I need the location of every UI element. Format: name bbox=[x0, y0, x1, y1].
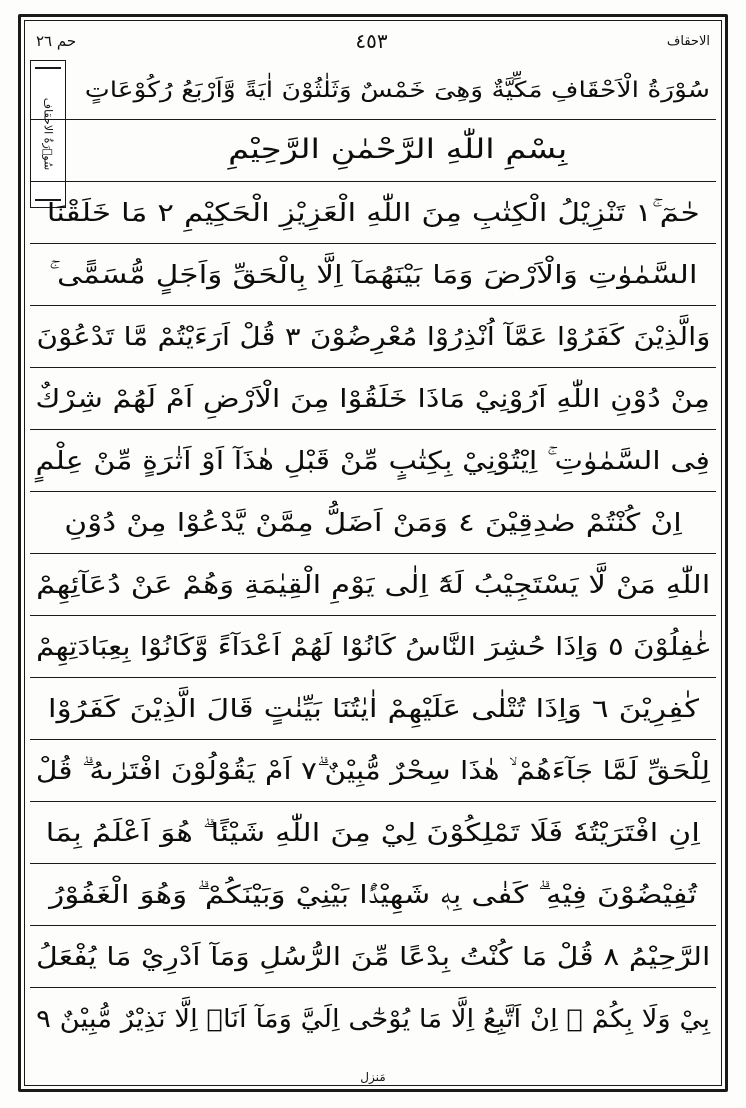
ayah-text-block bbox=[30, 62, 716, 1054]
ayah-line bbox=[30, 182, 716, 244]
ayah-line bbox=[30, 864, 716, 926]
ayah-line-text: بِيْ وَلَا بِكُمْ ۗ اِنْ اَتَّبِعُ اِلَّا مَا يُوْحٰٓى اِلَيَّ وَمَآ اَنَا۠ اِلَّا نَذِيْرٌ مُّبِيْنٌ ٩ bbox=[36, 1004, 710, 1034]
ayah-line bbox=[30, 244, 716, 306]
ayah-line bbox=[30, 678, 716, 740]
page-number: ٤٥٣ bbox=[355, 29, 388, 53]
ayah-line-text: السَّمٰوٰتِ وَالْاَرْضَ وَمَا بَيْنَهُمَآ اِلَّا بِالْحَقِّ وَاَجَلٍ مُّسَمًّى ۚ bbox=[48, 259, 698, 289]
ayah-line-text: مِنْ دُوْنِ اللّٰهِ اَرُوْنِيْ مَاذَا خَلَقُوْا مِنَ الْاَرْضِ اَمْ لَهُمْ شِرْكٌ bbox=[35, 383, 711, 413]
ayah-line bbox=[30, 988, 716, 1050]
bismillah-text: بِسْمِ اللّٰهِ الرَّحْمٰنِ الرَّحِيْمِ bbox=[228, 134, 568, 166]
ayah-line-text: اِنِ افْتَرَيْتُهٗ فَلَا تَمْلِكُوْنَ لِيْ مِنَ اللّٰهِ شَيْئًا ۗ هُوَ اَعْلَمُ بِمَا bbox=[45, 817, 701, 847]
ayah-line bbox=[30, 368, 716, 430]
side-band-text: سُوۡرَةُ الاحقاف bbox=[41, 97, 55, 171]
ayah-line bbox=[30, 802, 716, 864]
ayah-line bbox=[30, 430, 716, 492]
header-surah-name: الاحقاف bbox=[666, 33, 710, 49]
ayah-line-text: فِى السَّمٰوٰتِ ۚ اِيْتُوْنِيْ بِكِتٰبٍ مِّنْ قَبْلِ هٰذَآ اَوْ اَثٰرَةٍ مِّنْ عِلْمٍ bbox=[35, 445, 711, 475]
ayah-line-text: تُفِيْضُوْنَ فِيْهِ ۗ كَفٰى بِهٖ شَهِيْدًۢا بَيْنِيْ وَبَيْنَكُمْ ۗ وَهُوَ الْغَفُوْرُ bbox=[49, 879, 697, 909]
surah-heading-line bbox=[30, 62, 716, 120]
ayah-line-text: اِنْ كُنْتُمْ صٰدِقِيْنَ ٤ وَمَنْ اَضَلُّ مِمَّنْ يَّدْعُوْا مِنْ دُوْنِ bbox=[64, 507, 682, 537]
ayah-line-text: كٰفِرِيْنَ ٦ وَاِذَا تُتْلٰى عَلَيْهِمْ اٰيٰتُنَا بَيِّنٰتٍ قَالَ الَّذِيْنَ كَفَرُوْا bbox=[47, 693, 699, 723]
page-footer: مَنزل bbox=[360, 1070, 386, 1084]
ayah-line bbox=[30, 554, 716, 616]
bismillah-line bbox=[30, 120, 716, 182]
ayah-line-text: الرَّحِيْمُ ٨ قُلْ مَا كُنْتُ بِدْعًا مِّنَ الرُّسُلِ وَمَآ اَدْرِيْ مَا يُفْعَلُ bbox=[35, 941, 711, 971]
header-juz-label: حم ٢٦ bbox=[36, 31, 77, 50]
ayah-line bbox=[30, 306, 716, 368]
ayah-line bbox=[30, 492, 716, 554]
ayah-line-text: حٰمٓ ۚ١ تَنْزِيْلُ الْكِتٰبِ مِنَ اللّٰهِ الْعَزِيْزِ الْحَكِيْمِ ٢ مَا خَلَقْنَا bbox=[46, 197, 700, 227]
ayah-line-text: وَالَّذِيْنَ كَفَرُوْا عَمَّآ اُنْذِرُوْا مُعْرِضُوْنَ ٣ قُلْ اَرَءَيْتُمْ مَّا تَدْعُوْنَ bbox=[36, 321, 710, 351]
ayah-line bbox=[30, 616, 716, 678]
ayah-line-text: اللّٰهِ مَنْ لَّا يَسْتَجِيْبُ لَهٗٓ اِلٰى يَوْمِ الْقِيٰمَةِ وَهُمْ عَنْ دُعَآئِهِمْ bbox=[35, 569, 711, 599]
surah-heading-text: سُوْرَةُ الْاَحْقَافِ مَكِّيَّةٌ وَهِىَ خَمْسٌ وَثَلٰثُوْنَ اٰيَةً وَّاَرْبَعُ رُكُوْعَاتٍ bbox=[84, 77, 710, 103]
ayah-line-text: غٰفِلُوْنَ ٥ وَاِذَا حُشِرَ النَّاسُ كَانُوْا لَهُمْ اَعْدَآءً وَّكَانُوْا بِعِبَادَتِهِمْ bbox=[36, 631, 710, 661]
ayah-line bbox=[30, 740, 716, 802]
ayah-line-text: لِلْحَقِّ لَمَّا جَآءَهُمْ ۙ هٰذَا سِحْرٌ مُّبِيْنٌ ۗ٧ اَمْ يَقُوْلُوْنَ افْتَرٰىهُ ۗ قُلْ bbox=[35, 755, 711, 785]
page-header bbox=[30, 26, 716, 56]
ayah-line bbox=[30, 926, 716, 988]
